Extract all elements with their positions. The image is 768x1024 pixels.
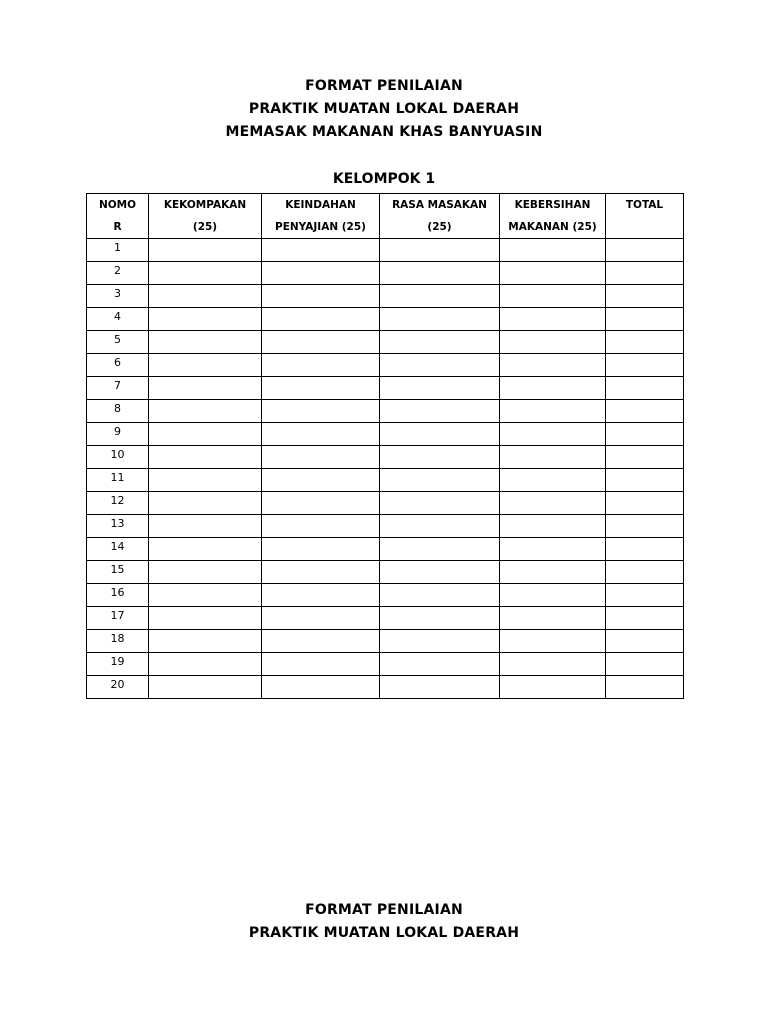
score-cell[interactable] xyxy=(262,423,380,446)
table-row xyxy=(87,515,684,538)
row-number-cell: 18 xyxy=(87,630,149,653)
row-number-cell: 17 xyxy=(87,607,149,630)
score-cell[interactable] xyxy=(380,331,500,354)
column-header-line: KEKOMPAKAN xyxy=(163,199,247,211)
row-number-cell: 5 xyxy=(87,331,149,354)
score-cell[interactable] xyxy=(380,446,500,469)
score-cell[interactable] xyxy=(500,354,606,377)
table-row xyxy=(87,446,684,469)
score-cell[interactable] xyxy=(262,262,380,285)
table-row xyxy=(87,676,684,699)
column-header-line: KEINDAHAN xyxy=(285,199,356,211)
score-cell[interactable] xyxy=(500,561,606,584)
score-cell[interactable] xyxy=(606,653,684,676)
score-cell[interactable] xyxy=(380,262,500,285)
score-cell[interactable] xyxy=(262,607,380,630)
table-row xyxy=(87,423,684,446)
column-header-line: RASA MASAKAN xyxy=(392,199,487,211)
row-number-cell: 4 xyxy=(87,308,149,331)
score-cell[interactable] xyxy=(606,423,684,446)
score-cell[interactable] xyxy=(380,377,500,400)
row-number-cell: 16 xyxy=(87,584,149,607)
score-cell[interactable] xyxy=(606,676,684,699)
column-header-line: (25) xyxy=(427,221,452,233)
footer-title-line-2: PRAKTIK MUATAN LOKAL DAERAH xyxy=(248,925,520,941)
score-cell[interactable] xyxy=(606,239,684,262)
row-number-cell: 3 xyxy=(87,285,149,308)
score-cell[interactable] xyxy=(149,630,262,653)
score-cell[interactable] xyxy=(262,584,380,607)
score-cell[interactable] xyxy=(262,377,380,400)
score-cell[interactable] xyxy=(262,354,380,377)
score-cell[interactable] xyxy=(380,492,500,515)
table-row xyxy=(87,239,684,262)
title-line-2: PRAKTIK MUATAN LOKAL DAERAH xyxy=(248,101,520,117)
score-cell[interactable] xyxy=(380,607,500,630)
score-cell[interactable] xyxy=(262,561,380,584)
score-cell[interactable] xyxy=(606,584,684,607)
score-cell[interactable] xyxy=(380,400,500,423)
row-number-cell: 9 xyxy=(87,423,149,446)
score-cell[interactable] xyxy=(262,308,380,331)
score-cell[interactable] xyxy=(380,285,500,308)
score-cell[interactable] xyxy=(262,285,380,308)
score-cell[interactable] xyxy=(380,308,500,331)
table-row xyxy=(87,584,684,607)
score-cell[interactable] xyxy=(149,446,262,469)
score-cell[interactable] xyxy=(606,469,684,492)
column-header-line: PENYAJIAN (25) xyxy=(275,221,366,233)
score-cell[interactable] xyxy=(262,469,380,492)
column-header-line: KEBERSIHAN xyxy=(514,199,591,211)
column-header-line: NOMO xyxy=(98,199,137,211)
row-number-cell: 7 xyxy=(87,377,149,400)
score-cell[interactable] xyxy=(149,653,262,676)
table-row xyxy=(87,377,684,400)
score-cell[interactable] xyxy=(149,561,262,584)
score-cell[interactable] xyxy=(149,676,262,699)
score-cell[interactable] xyxy=(606,492,684,515)
score-cell[interactable] xyxy=(380,630,500,653)
score-cell[interactable] xyxy=(149,239,262,262)
table-row xyxy=(87,561,684,584)
table-row xyxy=(87,607,684,630)
score-cell[interactable] xyxy=(380,239,500,262)
score-cell[interactable] xyxy=(500,538,606,561)
score-cell[interactable] xyxy=(606,308,684,331)
table-row xyxy=(87,331,684,354)
score-cell[interactable] xyxy=(606,538,684,561)
score-cell[interactable] xyxy=(500,285,606,308)
score-cell[interactable] xyxy=(500,492,606,515)
group-label: KELOMPOK 1 xyxy=(332,171,436,187)
score-cell[interactable] xyxy=(500,377,606,400)
row-number-cell: 2 xyxy=(87,262,149,285)
score-cell[interactable] xyxy=(380,423,500,446)
row-number-cell: 14 xyxy=(87,538,149,561)
table-body xyxy=(87,239,684,699)
row-number-cell: 15 xyxy=(87,561,149,584)
table-row xyxy=(87,262,684,285)
score-cell[interactable] xyxy=(500,584,606,607)
row-number-cell: 13 xyxy=(87,515,149,538)
score-cell[interactable] xyxy=(380,354,500,377)
score-cell[interactable] xyxy=(380,653,500,676)
score-cell[interactable] xyxy=(606,285,684,308)
table-row xyxy=(87,354,684,377)
score-cell[interactable] xyxy=(500,607,606,630)
column-header-line: R xyxy=(113,221,122,233)
score-cell[interactable] xyxy=(149,515,262,538)
score-cell[interactable] xyxy=(149,285,262,308)
column-header-line: (25) xyxy=(192,221,218,233)
score-cell[interactable] xyxy=(149,331,262,354)
score-cell[interactable] xyxy=(500,331,606,354)
row-number-cell: 12 xyxy=(87,492,149,515)
score-cell[interactable] xyxy=(606,262,684,285)
score-cell[interactable] xyxy=(149,377,262,400)
score-cell[interactable] xyxy=(380,469,500,492)
score-cell[interactable] xyxy=(500,515,606,538)
score-cell[interactable] xyxy=(606,377,684,400)
row-number-cell: 19 xyxy=(87,653,149,676)
score-cell[interactable] xyxy=(149,584,262,607)
score-cell[interactable] xyxy=(149,492,262,515)
column-header-kebersihan-makanan xyxy=(500,194,606,239)
score-cell[interactable] xyxy=(149,538,262,561)
table-row xyxy=(87,285,684,308)
row-number-cell: 1 xyxy=(87,239,149,262)
score-cell[interactable] xyxy=(500,653,606,676)
score-cell[interactable] xyxy=(149,354,262,377)
table-row xyxy=(87,492,684,515)
score-cell[interactable] xyxy=(500,423,606,446)
column-header-keindahan-penyajian xyxy=(262,194,380,239)
score-cell[interactable] xyxy=(262,653,380,676)
column-header-kekompakan xyxy=(149,194,262,239)
row-number-cell: 20 xyxy=(87,676,149,699)
score-table xyxy=(86,193,684,699)
score-cell[interactable] xyxy=(149,607,262,630)
score-cell[interactable] xyxy=(262,239,380,262)
score-cell[interactable] xyxy=(262,630,380,653)
score-cell[interactable] xyxy=(262,538,380,561)
table-row xyxy=(87,630,684,653)
score-cell[interactable] xyxy=(606,331,684,354)
score-cell[interactable] xyxy=(380,515,500,538)
score-cell[interactable] xyxy=(606,446,684,469)
score-cell[interactable] xyxy=(262,515,380,538)
score-cell[interactable] xyxy=(262,446,380,469)
score-cell[interactable] xyxy=(500,676,606,699)
column-header-rasa-masakan xyxy=(380,194,500,239)
score-cell[interactable] xyxy=(149,469,262,492)
column-header-line: MAKANAN (25) xyxy=(508,221,597,233)
score-cell[interactable] xyxy=(606,515,684,538)
score-cell[interactable] xyxy=(500,262,606,285)
column-header-total xyxy=(606,194,684,239)
score-cell[interactable] xyxy=(606,354,684,377)
table-row xyxy=(87,538,684,561)
score-cell[interactable] xyxy=(149,400,262,423)
score-cell[interactable] xyxy=(262,331,380,354)
score-cell[interactable] xyxy=(380,676,500,699)
table-header-row xyxy=(87,194,684,239)
score-cell[interactable] xyxy=(380,538,500,561)
score-cell[interactable] xyxy=(149,423,262,446)
score-cell[interactable] xyxy=(500,239,606,262)
score-cell[interactable] xyxy=(500,469,606,492)
score-cell[interactable] xyxy=(500,308,606,331)
score-cell[interactable] xyxy=(606,400,684,423)
table-row xyxy=(87,308,684,331)
table-row xyxy=(87,400,684,423)
table-row xyxy=(87,653,684,676)
score-cell[interactable] xyxy=(149,308,262,331)
row-number-cell: 6 xyxy=(87,354,149,377)
score-cell[interactable] xyxy=(262,676,380,699)
score-cell[interactable] xyxy=(606,607,684,630)
score-cell[interactable] xyxy=(262,400,380,423)
row-number-cell: 11 xyxy=(87,469,149,492)
row-number-cell: 8 xyxy=(87,400,149,423)
score-cell[interactable] xyxy=(262,492,380,515)
score-cell[interactable] xyxy=(606,630,684,653)
column-header-nomor xyxy=(87,194,149,239)
title-line-1: FORMAT PENILAIAN xyxy=(305,78,463,94)
row-number-cell: 10 xyxy=(87,446,149,469)
score-cell[interactable] xyxy=(500,400,606,423)
score-cell[interactable] xyxy=(380,561,500,584)
score-cell[interactable] xyxy=(606,561,684,584)
score-cell[interactable] xyxy=(380,584,500,607)
score-cell[interactable] xyxy=(500,446,606,469)
column-header-line: TOTAL xyxy=(625,199,664,211)
table-row xyxy=(87,469,684,492)
footer-title-line-1: FORMAT PENILAIAN xyxy=(305,902,463,918)
score-cell[interactable] xyxy=(149,262,262,285)
title-line-3: MEMASAK MAKANAN KHAS BANYUASIN xyxy=(225,124,543,140)
score-cell[interactable] xyxy=(500,630,606,653)
